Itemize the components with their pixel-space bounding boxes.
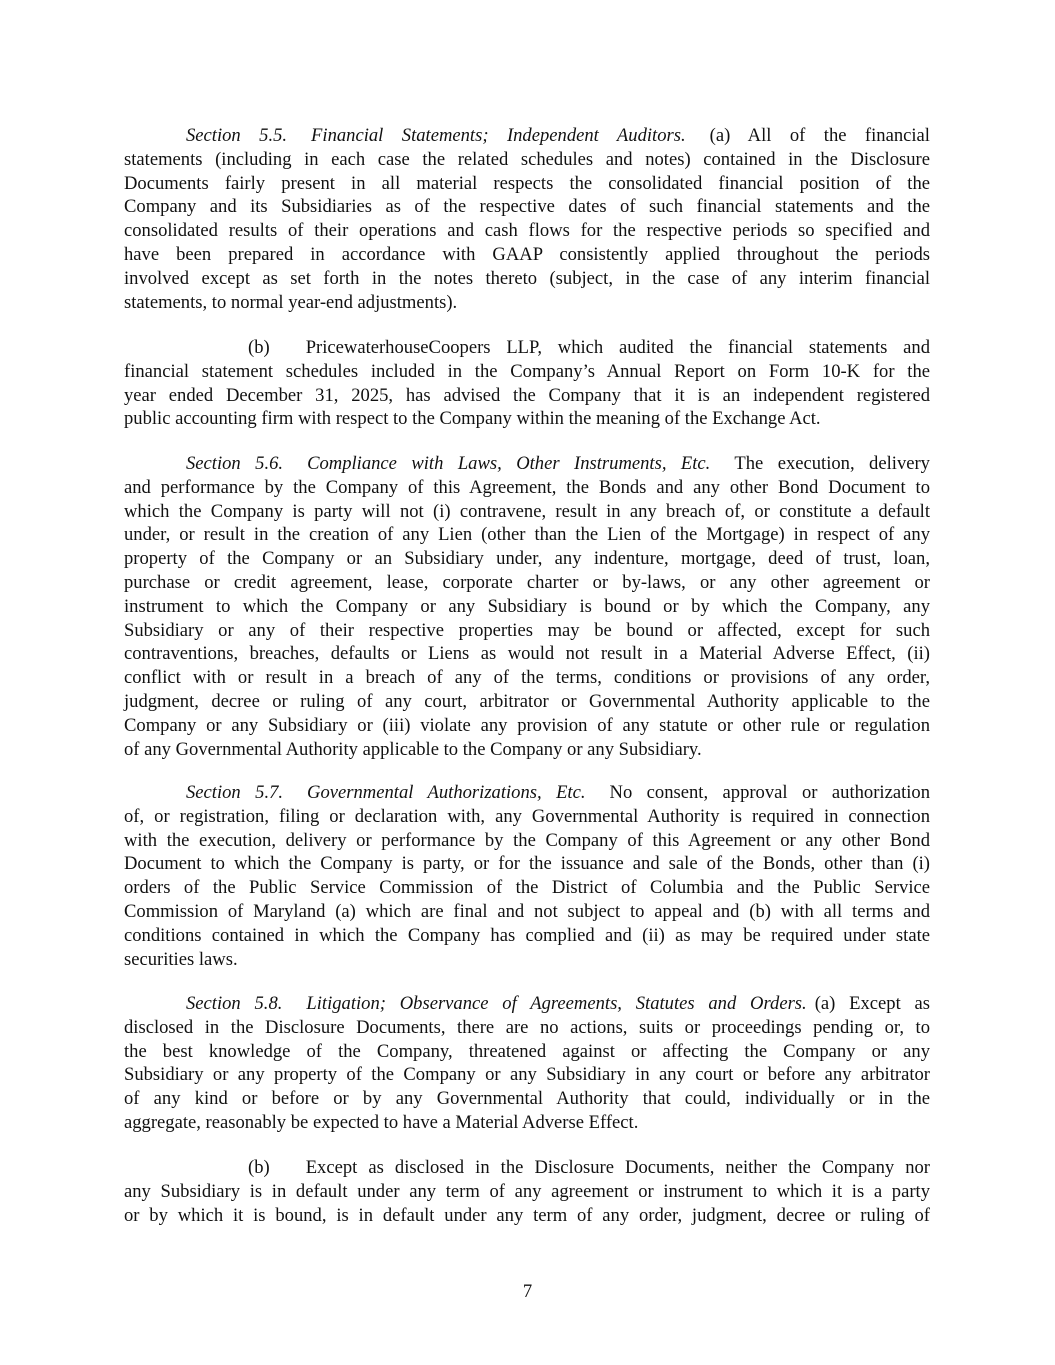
section-title: Financial Statements; Independent Auditors. [311, 125, 686, 146]
paragraph-text: The execution, delivery [734, 453, 930, 474]
paragraph-text: (a) All of the financial [709, 125, 930, 146]
paragraph-line: of, or registration, filing or declaration with, any Governmental Authority is required in connection [124, 805, 930, 827]
paragraph-line: purchase or credit agreement, lease, corporate charter or by-laws, or any other agreement or [124, 571, 930, 593]
paragraph-line: statements (including in each case the related schedules and notes) contained in the Disclosure [124, 148, 930, 170]
section-title: Litigation; Observance of Agreements, Statutes and Orders. [306, 993, 807, 1014]
paragraph-line: orders of the Public Service Commission of the District of Columbia and the Public Service [124, 877, 930, 899]
subparagraph-label: (b) [248, 1157, 270, 1178]
paragraph-line: year ended December 31, 2025, has advised the Company that it is an independent registered [124, 384, 930, 406]
paragraph-line: consolidated results of their operations and cash flows for the respective periods so specified and [124, 220, 930, 242]
paragraph-line: public accounting firm with respect to the Company within the meaning of the Exchange Act. [124, 408, 821, 430]
paragraph-line: have been prepared in accordance with GAAP consistently applied throughout the periods [124, 243, 930, 265]
section-number: Section 5.7. [186, 782, 284, 803]
paragraph-line: financial statement schedules included in the Company’s Annual Report on Form 10-K for the [124, 360, 930, 382]
paragraph-line: Document to which the Company is party, or for the issuance and sale of the Bonds, other than (i) [124, 853, 930, 875]
paragraph-line: disclosed in the Disclosure Documents, there are no actions, suits or proceedings pending or, to [124, 1016, 930, 1038]
subparagraph-first-line [124, 1156, 930, 1180]
section-heading-line [124, 124, 930, 148]
section-title: Governmental Authorizations, Etc. [307, 782, 586, 803]
section-5-6-paragraph [124, 452, 930, 761]
paragraph-line: or by which it is bound, is in default under any term of any order, judgment, decree or ruling of [124, 1204, 930, 1226]
subparagraph-label: (b) [248, 337, 270, 358]
section-5-5-paragraph-b [124, 336, 930, 431]
paragraph-line: Documents fairly present in all material respects the consolidated financial position of the [124, 172, 930, 194]
paragraph-text: Except as disclosed in the Disclosure Documents, neither the Company nor [305, 1157, 930, 1178]
paragraph-line: any Subsidiary is in default under any term of any agreement or instrument to which it is a party [124, 1180, 930, 1202]
paragraph-line: instrument to which the Company or any Subsidiary is bound or by which the Company, any [124, 595, 930, 617]
paragraph-line: Company or any Subsidiary or (iii) violate any provision of any statute or other rule or regulation [124, 714, 930, 736]
section-title: Compliance with Laws, Other Instruments, Etc. [307, 453, 711, 474]
paragraph-line: statements, to normal year-end adjustments). [124, 291, 458, 313]
paragraph-line: Company and its Subsidiaries as of the respective dates of such financial statements and the [124, 196, 930, 218]
paragraph-line: contraventions, breaches, defaults or Liens as would not result in a Material Adverse Effect, (ii) [124, 643, 930, 665]
paragraph-line: of any Governmental Authority applicable to the Company or any Subsidiary. [124, 738, 702, 760]
section-number: Section 5.5. [186, 125, 288, 146]
section-5-5-paragraph-a [124, 124, 930, 314]
paragraph-text: PricewaterhouseCoopers LLP, which audited the financial statements and [305, 337, 930, 358]
paragraph-line: with the execution, delivery or performance by the Company of this Agreement or any other Bond [124, 829, 930, 851]
paragraph-line: and performance by the Company of this Agreement, the Bonds and any other Bond Document to [124, 476, 930, 498]
section-heading-line [124, 781, 930, 805]
paragraph-line: aggregate, reasonably be expected to have a Material Adverse Effect. [124, 1111, 639, 1133]
paragraph-line: Subsidiary or any property of the Company or any Subsidiary in any court or before any arbitrator [124, 1064, 930, 1086]
section-heading-line [124, 452, 930, 476]
paragraph-line: property of the Company or an Subsidiary under, any indenture, mortgage, deed of trust, loan, [124, 548, 930, 570]
section-5-7-paragraph [124, 781, 930, 971]
paragraph-line: conditions contained in which the Company has complied and (ii) as may be required under state [124, 924, 930, 946]
section-number: Section 5.6. [186, 453, 284, 474]
paragraph-line: of any kind or before or by any Governmental Authority that could, individually or in the [124, 1088, 930, 1110]
paragraph-line: the best knowledge of the Company, threatened against or affecting the Company or any [124, 1040, 930, 1062]
subparagraph-first-line [124, 336, 930, 360]
section-heading-line [124, 992, 930, 1016]
paragraph-line: securities laws. [124, 948, 238, 970]
paragraph-line: under, or result in the creation of any Lien (other than the Lien of the Mortgage) in respect of any [124, 524, 930, 546]
page-number: 7 [522, 1281, 533, 1302]
paragraph-line: which the Company is party will not (i) contravene, result in any breach of, or constitute a default [124, 500, 930, 522]
section-5-8-paragraph-b [124, 1156, 930, 1227]
paragraph-line: involved except as set forth in the notes thereto (subject, in the case of any interim financial [124, 267, 930, 289]
section-number: Section 5.8. [186, 993, 283, 1014]
paragraph-line: conflict with or result in a breach of any of the terms, conditions or provisions of any order, [124, 667, 930, 689]
paragraph-line: Subsidiary or any of their respective properties may be bound or affected, except for such [124, 619, 930, 641]
paragraph-line: Commission of Maryland (a) which are final and not subject to appeal and (b) with all terms and [124, 900, 930, 922]
paragraph-text: No consent, approval or authorization [609, 782, 930, 803]
paragraph-text: (a) Except as [814, 993, 931, 1014]
section-5-8-paragraph-a [124, 992, 930, 1135]
paragraph-line: judgment, decree or ruling of any court, arbitrator or Governmental Authority applicable to the [124, 690, 930, 712]
